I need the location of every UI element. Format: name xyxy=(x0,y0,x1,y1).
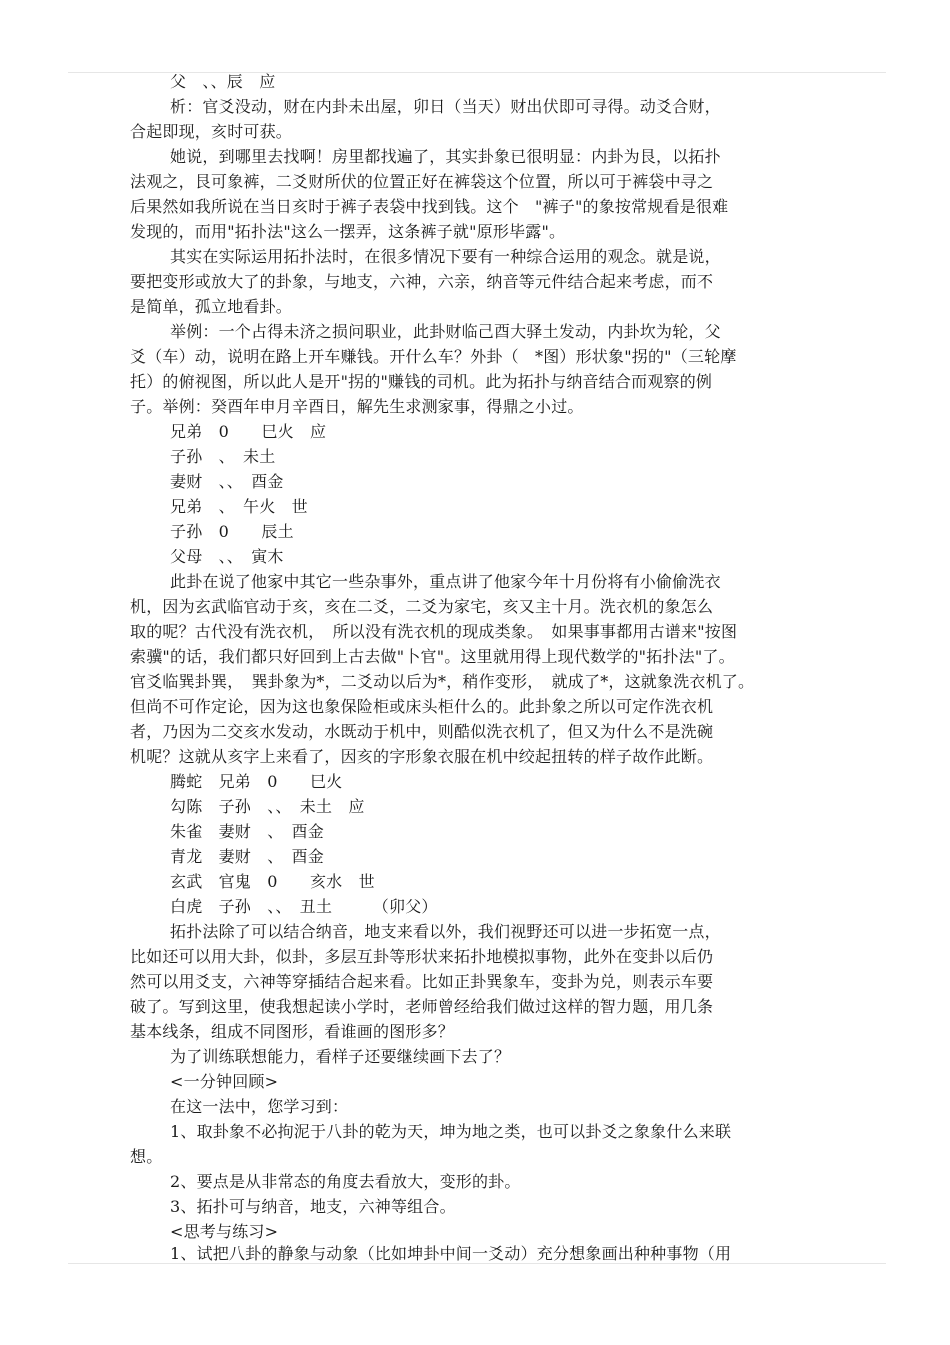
text-line: 朱雀 妻财 、 酉金 xyxy=(170,822,325,841)
text-line: 索骥"的话，我们都只好回到上古去做"卜官"。这里就用得上现代数学的"拓扑法"了。 xyxy=(130,647,735,666)
text-line: 为了训练联想能力，看样子还要继续画下去了？ xyxy=(170,1047,511,1066)
text-line: 腾蛇 兄弟 0 巳火 xyxy=(170,772,343,791)
text-line: <思考与练习> xyxy=(170,1222,279,1241)
text-line: 父 、、辰 应 xyxy=(170,72,276,91)
text-line: 勾陈 子孙 、、 未土 应 xyxy=(170,797,365,816)
text-line: 发现的，而用"拓扑法"这么一摆弄，这条裤子就"原形毕露"。 xyxy=(130,222,566,241)
text-line: 是简单，孤立地看卦。 xyxy=(130,297,293,316)
text-line: 法观之，艮可象裤，二爻财所伏的位置正好在裤袋这个位置，所以可于裤袋中寻之 xyxy=(130,172,714,191)
text-line: 后果然如我所说在当日亥时于裤子表袋中找到钱。这个 "裤子"的象按常规看是很难 xyxy=(130,197,729,216)
text-line: 析：官爻没动，财在内卦未出屋，卯日（当天）财出伏即可寻得。动爻合财， xyxy=(170,97,721,116)
text-line: <一分钟回顾> xyxy=(170,1072,279,1091)
text-line: 但尚不可作定论，因为这也象保险柜或床头柜什么的。此卦象之所以可定作洗衣机 xyxy=(130,697,714,716)
text-line: 青龙 妻财 、 酉金 xyxy=(170,847,325,866)
text-line: 子。举例：癸酉年申月辛酉日，解先生求测家事，得鼎之小过。 xyxy=(130,397,584,416)
text-line: 玄武 官鬼 0 亥水 世 xyxy=(170,872,375,891)
text-line: 机，因为玄武临官动于亥，亥在二爻，二爻为家宅，亥又主十月。洗衣机的象怎么 xyxy=(130,597,714,616)
text-line: 妻财 、、 酉金 xyxy=(170,472,284,491)
text-line: 爻（车）动，说明在路上开车赚钱。开什么车？外卦（ *图）形状象"拐的"（三轮摩 xyxy=(130,347,737,366)
text-line: 基本线条，组成不同图形，看谁画的图形多？ xyxy=(130,1022,455,1041)
text-line: 破了。写到这里，使我想起读小学时，老师曾经给我们做过这样的智力题，用几条 xyxy=(130,997,714,1016)
text-line: 2、要点是从非常态的角度去看放大，变形的卦。 xyxy=(170,1172,521,1191)
text-line: 父母 、、 寅木 xyxy=(170,547,284,566)
text-line: 取的呢？古代没有洗衣机， 所以没有洗衣机的现成类象。 如果事事都用古谱来"按图 xyxy=(130,622,738,641)
document-page xyxy=(68,72,886,1264)
text-line: 官爻临巽卦巽， 巽卦象为*，二爻动以后为*，稍作变形， 就成了*，这就象洗衣机了。 xyxy=(130,672,755,691)
text-line: 其实在实际运用拓扑法时，在很多情况下要有一种综合运用的观念。就是说， xyxy=(170,247,721,266)
text-line: 1、试把八卦的静象与动象（比如坤卦中间一爻动）充分想象画出种种事物（用 xyxy=(170,1244,732,1263)
text-line: 兄弟 、 午火 世 xyxy=(170,497,308,516)
text-line: 拓扑法除了可以结合纳音，地支来看以外，我们视野还可以进一步拓宽一点， xyxy=(170,922,721,941)
text-line: 子孙 0 辰土 xyxy=(170,522,294,541)
text-line: 想。 xyxy=(130,1147,163,1166)
text-line: 白虎 子孙 、、 丑土 （卯父） xyxy=(170,897,438,916)
text-line: 者，乃因为二交亥水发动，水既动于机中，则酷似洗衣机了，但又为什么不是洗碗 xyxy=(130,722,714,741)
text-line: 然可以用爻支，六神等穿插结合起来看。比如正卦巽象车，变卦为兑，则表示车要 xyxy=(130,972,714,991)
text-line: 合起即现，亥时可获。 xyxy=(130,122,293,141)
text-line: 此卦在说了他家中其它一些杂事外，重点讲了他家今年十月份将有小偷偷洗衣 xyxy=(170,572,721,591)
text-line: 举例：一个占得未济之损问职业，此卦财临己酉大驿土发动，内卦坎为轮，父 xyxy=(170,322,721,341)
text-line: 兄弟 0 巳火 应 xyxy=(170,422,327,441)
text-line: 3、拓扑可与纳音，地支，六神等组合。 xyxy=(170,1197,456,1216)
text-line: 机呢？这就从亥字上来看了，因亥的字形象衣服在机中绞起扭转的样子故作此断。 xyxy=(130,747,714,766)
text-line: 要把变形或放大了的卦象，与地支，六神，六亲，纳音等元件结合起来考虑，而不 xyxy=(130,272,714,291)
text-line: 1、取卦象不必拘泥于八卦的乾为天，坤为地之类，也可以卦爻之象象什么来联 xyxy=(170,1122,732,1141)
text-line: 子孙 、 未土 xyxy=(170,447,276,466)
text-line: 托）的俯视图，所以此人是开"拐的"赚钱的司机。此为拓扑与纳音结合而观察的例 xyxy=(130,372,713,391)
text-line: 她说，到哪里去找啊！房里都找遍了，其实卦象已很明显：内卦为艮，以拓扑 xyxy=(170,147,721,166)
text-line: 在这一法中，您学习到： xyxy=(170,1097,349,1116)
text-line: 比如还可以用大卦，似卦，多层互卦等形状来拓扑地模拟事物，此外在变卦以后仍 xyxy=(130,947,714,966)
